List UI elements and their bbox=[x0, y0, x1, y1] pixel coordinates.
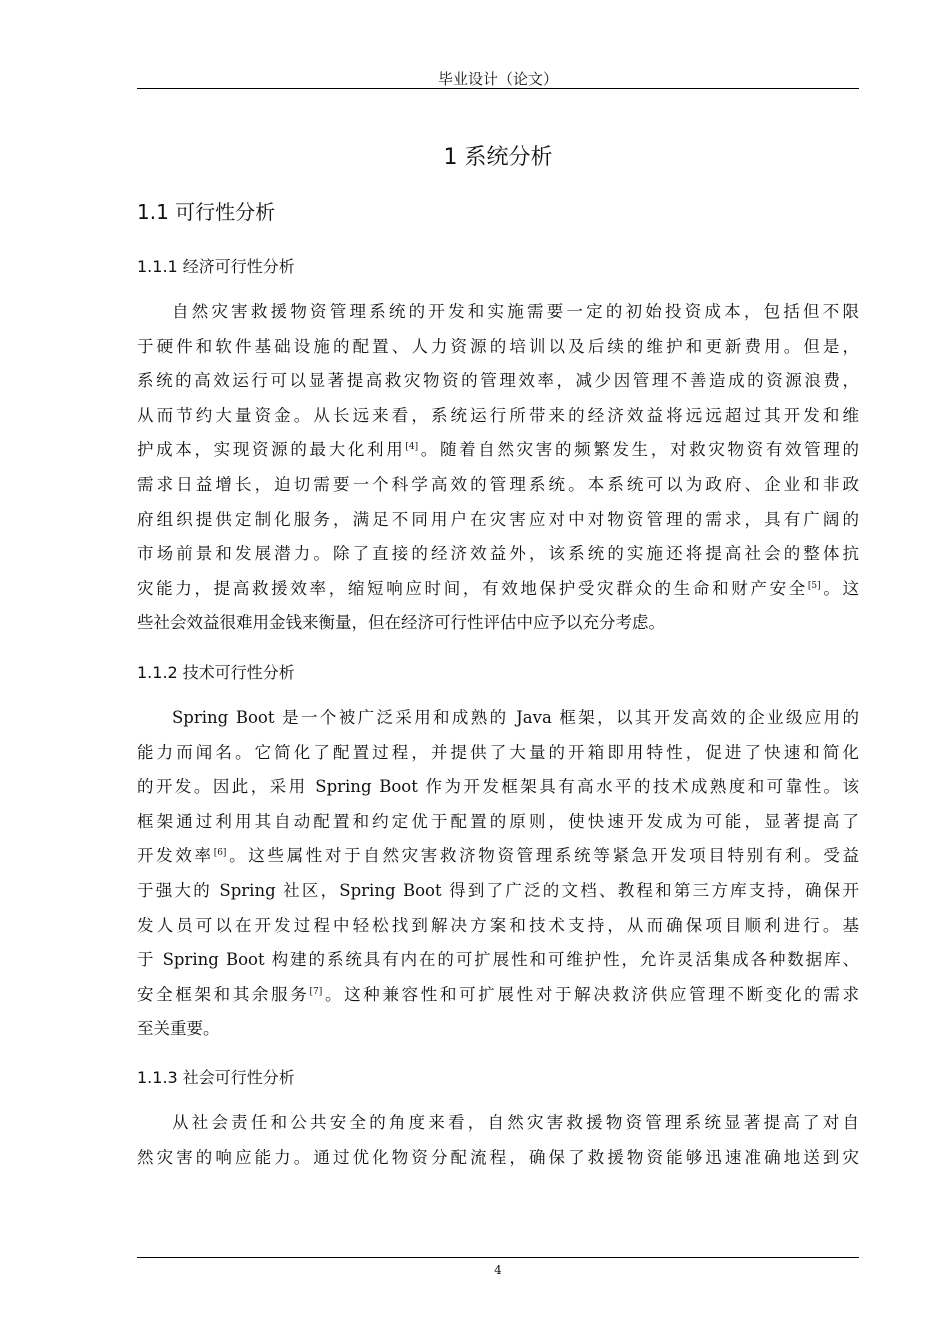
paragraph-line: 发人员可以在开发过程中轻松找到解决方案和技术支持，从而确保项目顺利进行。基 bbox=[137, 915, 859, 935]
section-heading-1-1-3: 1.1.3 社会可行性分析 bbox=[137, 1068, 295, 1087]
paragraph-line: 于强大的 Spring 社区，Spring Boot 得到了广泛的文档、教程和第三方库支持，确保开 bbox=[137, 880, 859, 900]
footer-rule bbox=[137, 1257, 859, 1258]
paragraph-line: 府组织提供定制化服务，满足不同用户在灾害应对中对物资管理的需求，具有广阔的 bbox=[137, 509, 859, 529]
line-text: 护成本，实现资源的最大化利用 bbox=[137, 440, 406, 460]
line-text: 灾能力，提高救援效率，缩短响应时间，有效地保护受灾群众的生命和财产安全 bbox=[137, 578, 808, 598]
citation-ref: [4] bbox=[405, 442, 419, 453]
page-number: 4 bbox=[494, 1263, 502, 1277]
citation-ref: [5] bbox=[807, 580, 821, 591]
section-heading-1-1: 1.1 可行性分析 bbox=[137, 200, 276, 224]
paragraph-line: 需求日益增长，迫切需要一个科学高效的管理系统。本系统可以为政府、企业和非政 bbox=[137, 474, 859, 494]
paragraph-line: 自然灾害救援物资管理系统的开发和实施需要一定的初始投资成本，包括但不限 bbox=[172, 302, 859, 321]
section-heading-1-1-1: 1.1.1 经济可行性分析 bbox=[137, 257, 295, 276]
paragraph-line: Spring Boot 是一个被广泛采用和成熟的 Java 框架，以其开发高效的企业级应用的 bbox=[172, 708, 859, 727]
paragraph-line: 能力而闻名。它简化了配置过程，并提供了大量的开箱即用特性，促进了快速和简化 bbox=[137, 742, 859, 762]
line-text: 开发效率 bbox=[137, 846, 214, 866]
paragraph-economic-feasibility bbox=[137, 295, 859, 641]
line-text: 。这 bbox=[820, 578, 860, 598]
paragraph-technical-feasibility bbox=[137, 701, 859, 1047]
paragraph-social-feasibility bbox=[137, 1106, 859, 1175]
paragraph-line: 框架通过利用其自动配置和约定优于配置的原则，使快速开发成为可能，显著提高了 bbox=[137, 811, 859, 831]
paragraph-line bbox=[137, 572, 859, 607]
paragraph-line: 系统的高效运行可以显著提高救灾物资的管理效率，减少因管理不善造成的资源浪费， bbox=[137, 371, 859, 391]
paragraph-line: 的开发。因此，采用 Spring Boot 作为开发框架具有高水平的技术成熟度和可靠性。该 bbox=[137, 777, 859, 797]
citation-ref: [7] bbox=[309, 986, 323, 997]
line-text: 。随着自然灾害的频繁发生，对救灾物资有效管理的 bbox=[418, 440, 860, 460]
section-heading-1-1-2: 1.1.2 技术可行性分析 bbox=[137, 663, 295, 682]
chapter-title: 1 系统分析 bbox=[443, 145, 553, 170]
paragraph-line: 些社会效益很难用金钱来衡量，但在经济可行性评估中应予以充分考虑。 bbox=[137, 613, 665, 633]
paragraph-line bbox=[137, 978, 859, 1013]
line-text: 安全框架和其余服务 bbox=[137, 984, 310, 1004]
paragraph-line bbox=[137, 839, 859, 874]
line-text: 。这种兼容性和可扩展性对于解决救济供应管理不断变化的需求 bbox=[322, 984, 860, 1004]
paragraph-line: 至关重要。 bbox=[137, 1019, 220, 1039]
line-text: 。这些属性对于自然灾害救济物资管理系统等紧急开发项目特别有利。受益 bbox=[226, 846, 860, 866]
paragraph-line: 从而节约大量资金。从长远来看，系统运行所带来的经济效益将远远超过其开发和维 bbox=[137, 405, 859, 425]
paragraph-line: 然灾害的响应能力。通过优化物资分配流程，确保了救援物资能够迅速准确地送到灾 bbox=[137, 1147, 859, 1167]
paragraph-line: 市场前景和发展潜力。除了直接的经济效益外，该系统的实施还将提高社会的整体抗 bbox=[137, 544, 859, 564]
paragraph-line: 于 Spring Boot 构建的系统具有内在的可扩展性和可维护性，允许灵活集成各种数据库、 bbox=[137, 950, 859, 970]
citation-ref: [6] bbox=[213, 848, 227, 859]
paragraph-line: 从社会责任和公共安全的角度来看，自然灾害救援物资管理系统显著提高了对自 bbox=[172, 1113, 859, 1132]
running-header: 毕业设计（论文） bbox=[437, 70, 558, 88]
header-rule bbox=[137, 88, 859, 89]
paragraph-line bbox=[137, 433, 859, 468]
paragraph-line: 于硬件和软件基础设施的配置、人力资源的培训以及后续的维护和更新费用。但是， bbox=[137, 336, 859, 356]
